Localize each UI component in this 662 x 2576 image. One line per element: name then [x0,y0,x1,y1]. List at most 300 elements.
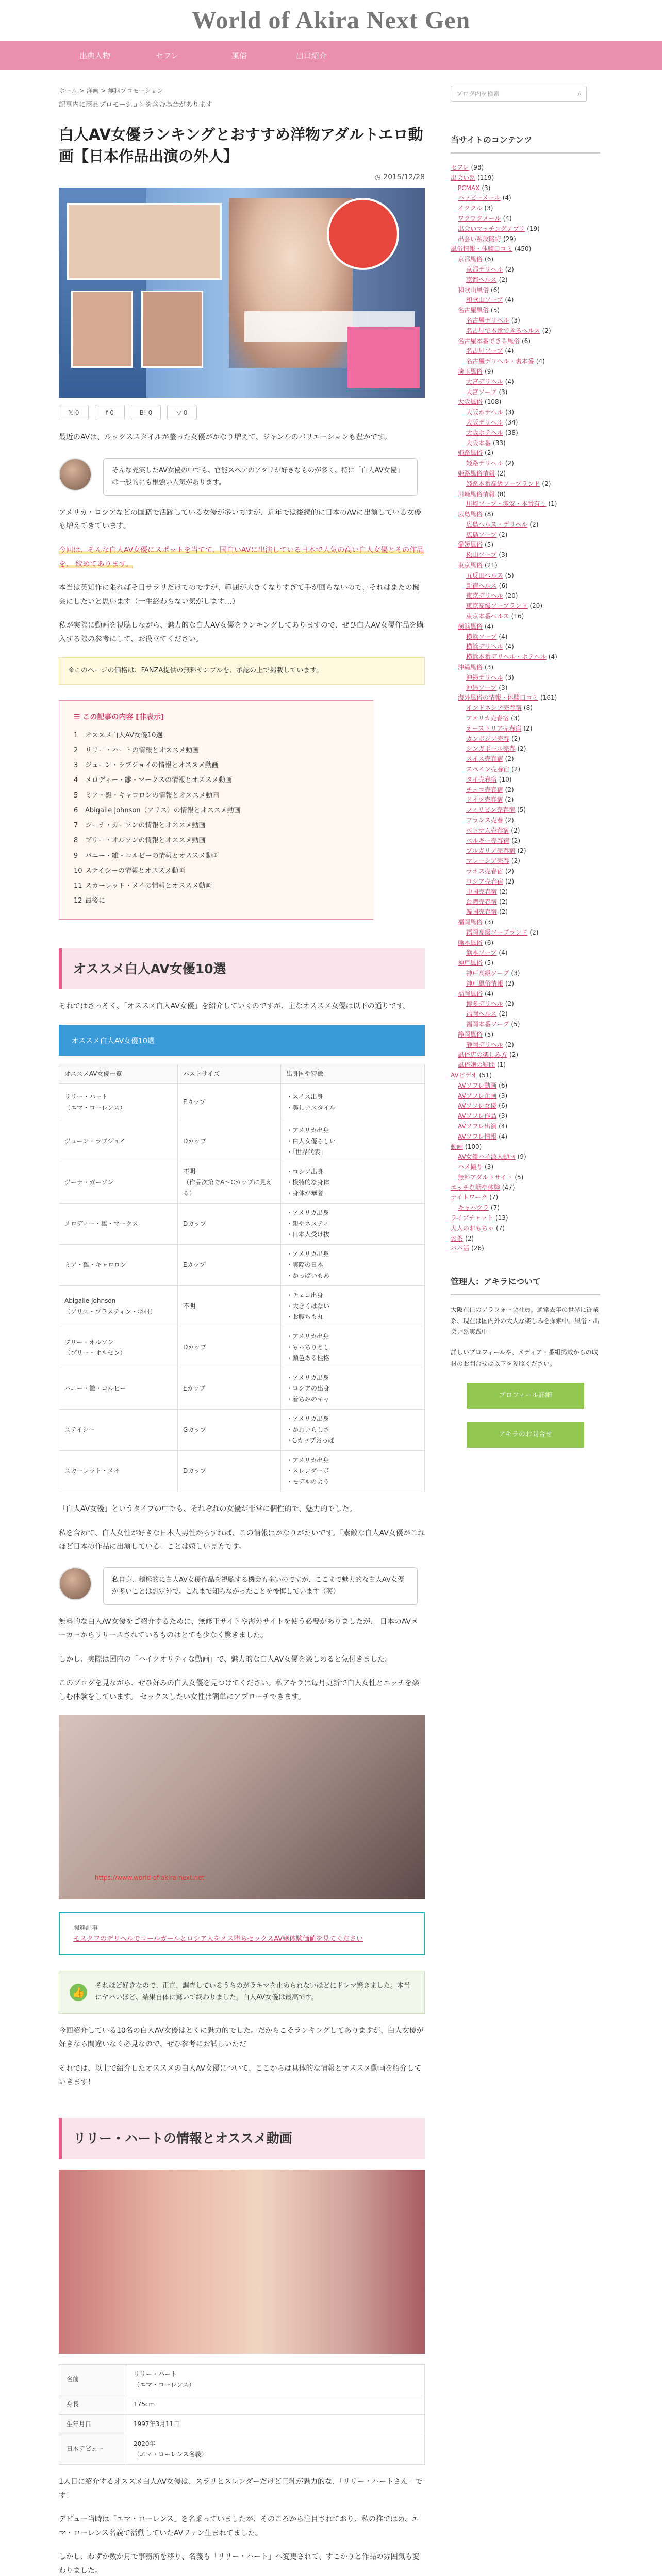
table-row [59,1245,425,1286]
profile-key: 名前 [59,2364,126,2395]
category-item [451,744,600,754]
toc-item[interactable]: 4 メロディー・雛・マークスの情報とオススメ動画 [74,773,358,788]
table-cell[interactable]: ミア・雛・キャロロン [59,1245,178,1286]
category-item [451,550,600,561]
category-link[interactable]: 台湾売春宿 [466,898,498,906]
table-row [59,1084,425,1121]
category-link[interactable]: 京都風俗 [458,256,483,263]
category-link[interactable]: 中国売春宿 [466,888,498,895]
category-link[interactable]: 風俗嬢の疑問 [458,1061,495,1069]
nav-item-4[interactable]: 出口紹介 [295,51,327,60]
category-link[interactable]: 大阪本番 [466,439,491,447]
category-count: (2) [505,877,515,885]
category-link[interactable]: 風俗店の楽しみ方 [458,1051,508,1059]
category-item [451,1030,600,1040]
category-link[interactable]: 京都ヘルス [466,276,497,283]
category-count: (2) [505,1041,514,1048]
related-article-link[interactable]: モスクワのデリヘルでコールガールとロシア人をメス堕ちセックスAV嬢体験価値を見てください [73,1935,363,1943]
category-count: (5) [485,541,494,549]
category-item [451,1152,600,1162]
category-item [451,438,600,449]
category-link[interactable]: 埼玉風俗 [458,367,483,375]
table-cell[interactable]: リリー・ハート （エマ・ローレンス） [59,1084,178,1121]
admin-text: 詳しいプロフィールや、メディア・番組掲載からの取材のお問合せは以下を参照ください。 [451,1349,598,1367]
category-count: (7) [489,1194,499,1201]
table-cell: ・アメリカ出身 ・白人女優らしい ・「世界代表」 [281,1121,425,1162]
category-item [451,306,600,316]
category-item [451,1244,600,1254]
table-header: バストサイズ [178,1064,281,1084]
table-cell[interactable]: バニー・雛・コルビー [59,1368,178,1410]
balloon-text: 私自身、積極的に白人AV女優作品を視聴する機会も多いのですが、ここまで魅力的な白人AV女優が多いことは想定外で、これまで知らなかったことを後悔しています（笑） [103,1567,418,1605]
category-count: (5) [511,1020,520,1028]
profile-value: 1997年3月11日 [126,2414,425,2434]
category-count: (3) [505,673,514,681]
category-link[interactable]: ナイトワーク [451,1194,488,1201]
category-item [451,673,600,683]
category-link[interactable]: 名古屋で本番できるヘルス [466,327,540,334]
category-count: (3) [505,409,515,416]
category-link[interactable]: 川崎風俗情報 [458,490,495,498]
category-link[interactable]: フィリピン売春宿 [466,806,516,814]
category-link[interactable]: AVビデオ [451,1071,477,1079]
category-link[interactable]: 沖縄デリヘル [466,673,503,681]
table-cell[interactable]: メロディー・雛・マークス [59,1204,178,1245]
table-cell: ・アメリカ出身 ・かわいらしさ ・Gカップおっぱ [281,1410,425,1451]
category-link[interactable]: ワクワクメール [458,214,501,222]
category-item [451,877,600,887]
toc-item[interactable]: 7 ジーナ・ガーソンの情報とオススメ動画 [74,818,358,833]
category-link[interactable]: ラオス売春宿 [466,867,503,875]
category-count: (21) [485,562,498,569]
category-link[interactable]: ロシア売春宿 [466,877,504,885]
balloon-text: そんな充実したAV女優の中でも、官能スペアのアタリが好きなものが多く、特に「白人AV女優」は一般的にも根強い人気があります。 [103,458,418,496]
intro-paragraph: 最近のAVは、ルックススタイルが整った女優がかなり増えて、ジャンルのバリエーションも豊かです。 [59,433,391,442]
toc-number: 1 [74,731,78,739]
category-count: (9) [485,367,494,375]
category-link[interactable]: 風俗情報・体験口コミ [451,245,513,253]
category-link[interactable]: AV女優ハイ波人動画 [458,1153,516,1161]
table-row [59,2364,425,2395]
category-link[interactable]: マレーシア売春 [466,857,509,865]
category-item [451,1040,600,1050]
actress-image [59,2170,425,2354]
toc-item[interactable]: 12 最後に [74,893,358,908]
category-link[interactable]: 出会いマッチングアプリ [458,225,525,232]
toc-item[interactable]: 6 Abigaile Johnson（アリス）の情報とオススメ動画 [74,803,358,818]
category-count: (2) [529,520,539,528]
nav-item-3[interactable]: 風俗 [231,51,247,60]
category-count: (98) [471,164,484,171]
toc-number: 4 [74,776,78,785]
category-count: (4) [499,1132,508,1140]
pr-note: 記事内に商品プロモーションを含む場合があります [59,101,212,109]
category-link[interactable]: イククル [458,205,483,212]
category-count: (2) [497,469,506,477]
list-icon: ☰ [74,713,83,722]
category-item [451,285,600,296]
category-link[interactable]: 韓国売春宿 [466,908,498,916]
category-link[interactable]: タイ売春宿 [466,775,497,783]
category-link[interactable]: 大阪風俗 [458,398,483,406]
search-input[interactable]: ブログ内を検索 ⌕ [451,86,587,102]
toc-number: 7 [74,822,78,830]
category-item [451,969,600,979]
paragraph: しかし、わずか数か月で事務所を移り、名義も「リリー・ハート」へ変更されて、すこかりと作品の雰囲気も変わりました。 [59,2553,420,2575]
category-count: (108) [485,398,502,406]
category-item [451,581,600,591]
x-icon: 𝕏 [68,409,75,417]
category-item [451,377,600,387]
category-link[interactable]: 名古屋ソープ [466,347,503,355]
category-link[interactable]: 熊本ソープ [466,949,497,957]
category-item [451,561,600,571]
category-count: (7) [491,1204,500,1212]
search-icon[interactable]: ⌕ [577,90,581,97]
category-item [451,754,600,765]
category-count: (8) [497,490,506,498]
category-link[interactable]: AVソフレ出演 [458,1122,497,1130]
category-link[interactable]: 静岡デリヘル [466,1041,503,1048]
category-link[interactable]: 五反田ヘルス [466,571,503,579]
sidebar-heading: 当サイトのコンテンツ [451,133,600,154]
category-link[interactable]: 新宿ヘルス [466,582,497,589]
category-item [451,357,600,367]
category-link[interactable]: 川崎ソープ・激安・本番有り [466,500,547,508]
category-item [451,642,600,652]
category-count: (2) [499,531,508,538]
toc-number: 10 [74,867,82,875]
category-count: (2) [505,786,514,793]
category-link[interactable]: インドネシア売春宿 [466,704,522,712]
category-link[interactable]: 姫路風俗情報 [458,469,495,477]
category-count: (20) [529,602,543,610]
category-count: (6) [499,1081,508,1089]
table-cell[interactable]: Abigaile Johnson （アリス・ブラスティン・羽村） [59,1286,178,1327]
category-item [451,683,600,693]
table-cell: ・スイス出身 ・美しいスタイル [281,1084,425,1121]
toc-item[interactable]: 11 スカーレット・メイの情報とオススメ動画 [74,878,358,893]
sidebar-heading: 管理人：アキラについて [451,1275,600,1295]
table-row [59,2395,425,2414]
nav-item-2[interactable]: セフレ [155,51,179,60]
category-link[interactable]: 横浜風俗 [458,622,483,630]
category-item [451,489,600,500]
share-hatena-button[interactable]: B! 0 [131,405,161,420]
category-link[interactable]: 福岡ヘルス [466,1010,497,1018]
paragraph: 私を含めて、白人女性が好きな日本人男性からすれば、この情報はかなりがたいです。「素敵な白人AV女優がこれほど日本の作品に出演している」ことは嬉しい見方です。 [59,1529,425,1551]
table-cell[interactable]: ジューン・ラブジョイ [59,1121,178,1162]
category-link[interactable]: 博多デリヘル [466,1000,503,1008]
table-of-contents [59,700,373,920]
toc-item[interactable]: 3 ジューン・ラブジョイの情報とオススメ動画 [74,758,358,773]
category-count: (5) [505,571,514,579]
category-link[interactable]: 名古屋デリヘル [466,316,509,324]
category-count: (450) [515,245,532,253]
category-link[interactable]: スペイン売春宿 [466,766,510,773]
toc-number: 3 [74,761,78,770]
table-cell: Eカップ [178,1368,281,1410]
category-link[interactable]: 東京本番ヘルス [466,613,509,620]
category-item [451,234,600,245]
paragraph: それでは、以上で紹介したオススメの白人AV女優について、ここからは具体的な情報とオススメ動画を紹介していきます！ [59,2064,422,2087]
category-link[interactable]: 東京高級ソープランド [466,602,528,610]
category-count: (29) [503,235,516,243]
facebook-icon: f [106,409,110,417]
toc-item[interactable]: 10 ステイシーの情報とオススメ動画 [74,863,358,878]
category-item [451,1203,600,1213]
category-count: (2) [499,1010,508,1018]
category-item [451,1213,600,1224]
profile-key: 生年月日 [59,2414,126,2434]
breadcrumb[interactable]: ホーム > 洋画 > 無料プロモーション [59,87,163,94]
toc-number: 9 [74,852,78,860]
category-count: (2) [505,867,514,875]
category-count: (2) [505,460,514,467]
category-link[interactable]: 無料アダルトサイト [458,1173,513,1181]
category-item [451,204,600,214]
category-count: (4) [505,643,514,651]
category-link[interactable]: 姫路本番高級ソープランド [466,480,540,487]
category-link[interactable]: 沖縄ソープ [466,684,497,691]
category-link[interactable]: 熊本風俗 [458,939,483,946]
speech-balloon [59,1567,425,1605]
category-item [451,856,600,867]
category-link[interactable]: 横浜ソープ [466,633,497,640]
category-item [451,714,600,724]
category-link[interactable]: 姫路デリヘル [466,460,503,467]
related-label: 関連記事 [73,1924,98,1931]
category-link[interactable]: 出会い系 [451,174,476,181]
category-item [451,1091,600,1101]
category-link[interactable]: シンガポール売春 [466,745,516,753]
category-count: (3) [511,969,520,977]
category-item [451,1122,600,1132]
category-count: (3) [484,205,493,212]
check-box [59,1971,425,2014]
category-count: (2) [505,817,514,824]
category-item [451,1142,600,1153]
category-link[interactable]: PCMAX [458,184,480,192]
site-title[interactable]: World of Akira Next Gen [191,7,471,34]
contact-button[interactable]: アキラのお問合せ [467,1422,584,1448]
category-count: (5) [485,1030,494,1038]
toc-number: 8 [74,837,78,845]
category-link[interactable]: 大宮デリヘル [466,378,503,385]
category-item [451,448,600,459]
category-link[interactable]: 東京風俗 [458,562,483,569]
category-count: (2) [505,265,514,273]
category-link[interactable]: 福岡風俗 [458,918,483,926]
avatar [59,458,92,491]
admin-text: 大阪在住のアラフォー会社員。通常去年の世界に従業系、現在は国内外の大人な楽しみを探索中。風俗・出会い系実践中 [451,1306,600,1336]
category-link[interactable]: セフレ [451,164,469,171]
category-link[interactable]: 神戸風俗 [458,959,483,967]
category-link[interactable]: カンボジア売春 [466,735,510,742]
category-link[interactable]: 神戸風俗情報 [466,979,504,987]
category-link[interactable]: ベルギー売春宿 [466,837,510,844]
category-link[interactable]: ライブチャット [451,1214,493,1222]
category-link[interactable]: AVソフレ企画 [458,1092,497,1099]
category-link[interactable]: 沖縄風俗 [458,664,483,671]
category-link[interactable]: 大阪ホテヘル [466,429,504,436]
post-date-value: 2015/12/28 [383,173,425,181]
marker-text[interactable]: 今回は、そんな白人AV女優にスポットを当てて、国白いAVに出演している日本で人気の高い白人女優とその作品を、 絞めてあります。 [59,546,424,568]
table-cell[interactable]: ジーナ・ガーソン [59,1162,178,1204]
share-facebook-button[interactable]: f 0 [95,405,125,420]
category-item [451,1101,600,1111]
category-link[interactable]: チェコ売春宿 [466,786,503,793]
category-link[interactable]: 福岡本番ソープ [466,1020,509,1028]
category-link[interactable]: AVソフレ動画 [458,1081,497,1089]
profile-table [59,2364,425,2465]
hatena-icon: B! [139,409,148,417]
category-link[interactable]: 広島風俗 [458,511,483,518]
category-item [451,1071,600,1081]
category-link[interactable]: 神戸高級ソープ [466,969,509,977]
category-link[interactable]: 静岡風俗 [458,1030,483,1038]
category-link[interactable]: 出会い系攻略術 [458,235,502,243]
table-cell[interactable]: ブリー・オルソン （ブリー・オルゼン） [59,1327,178,1368]
category-item [451,703,600,714]
category-link[interactable]: ハメ撮り [458,1163,483,1171]
category-link[interactable]: 大阪ホテヘル [466,409,504,416]
category-link[interactable]: アメリカ売春宿 [466,715,509,722]
share-x-button[interactable]: 𝕏 0 [59,405,89,420]
category-link[interactable]: フランス売春 [466,817,503,824]
category-item [451,805,600,816]
category-item [451,958,600,969]
category-count: (6) [522,337,531,345]
table-header: 出身国や特徴 [281,1064,425,1084]
category-link[interactable]: 大宮ソープ [466,388,497,396]
category-list [451,163,600,1254]
category-count: (9) [517,1153,526,1161]
profile-value: 175cm [126,2395,425,2414]
toc-item[interactable]: 9 バニー・雛・コルビーの情報とオススメ動画 [74,849,358,863]
category-link[interactable]: AVソフレ女優 [458,1102,497,1110]
table-cell[interactable]: スカーレット・メイ [59,1451,178,1492]
category-link[interactable]: 福岡風俗 [458,990,483,997]
category-item [451,836,600,846]
profile-key: 日本デビュー [59,2434,126,2464]
category-count: (2) [517,847,526,855]
toc-item[interactable]: 8 ブリー・オルソンの情報とオススメ動画 [74,833,358,848]
category-link[interactable]: AVソフレ作品 [458,1112,497,1120]
category-link[interactable]: ベトナム売春宿 [466,826,509,834]
category-count: (2) [542,327,551,334]
table-cell: Dカップ [178,1121,281,1162]
table-row [59,1162,425,1204]
category-link[interactable]: 和歌山風俗 [458,286,489,294]
table-cell: Dカップ [178,1327,281,1368]
category-link[interactable]: 姫路風俗 [458,449,483,457]
thumbs-up-icon: 👍 [70,1984,87,2001]
category-link[interactable]: 東京デリヘル [466,592,503,600]
category-link[interactable]: 横浜デリヘル [466,643,503,651]
toc-item[interactable]: 2 リリー・ハートの情報とオススメ動画 [74,743,358,758]
profile-button[interactable]: プロフィール詳細 [467,1383,584,1409]
category-count: (26) [471,1245,484,1252]
toc-item[interactable]: 5 ミア・雛・キャロロンの情報とオススメ動画 [74,788,358,803]
share-pocket-button[interactable]: ▽ 0 [167,405,197,420]
category-link[interactable]: オーストリア売春宿 [466,724,522,732]
category-link[interactable]: 京都デリヘル [466,265,503,273]
category-count: (3) [511,316,520,324]
category-count: (1) [497,1061,506,1069]
toc-title[interactable]: ☰ この記事の内容 [非表示] [74,713,164,722]
category-link[interactable]: スイス売春宿 [466,755,503,763]
category-link[interactable]: ブルガリア売春宿 [466,847,516,855]
category-item [451,1050,600,1060]
category-count: (5) [485,959,494,967]
nav-item-1[interactable]: 出典人物 [79,51,110,60]
table-cell: ・ロシア出身 ・模特的な身体 ・身体が華奢 [281,1162,425,1204]
toc-number: 6 [74,806,78,815]
category-item [451,326,600,336]
category-count: (161) [540,694,557,702]
table-row [59,1451,425,1492]
category-count: (119) [477,174,494,181]
category-item [451,1193,600,1203]
category-link[interactable]: 横浜本番デリヘル・ホテヘル [466,653,547,661]
category-link[interactable]: 大人のおもちゃ [451,1224,494,1232]
table-cell: 不明 （作品次第でA〜Cカップに見える） [178,1162,281,1204]
category-count: (4) [548,653,557,661]
category-link[interactable]: 名古屋デリヘル・裏本番 [466,358,534,365]
category-link[interactable]: AVソフレ情報 [458,1132,497,1140]
category-link[interactable]: お茶 [451,1234,464,1242]
share-buttons [59,405,425,420]
category-link[interactable]: 広島ソープ [466,531,497,538]
table-cell[interactable]: ステイシー [59,1410,178,1451]
ranking-banner: オススメ白人AV女優10選 [59,1025,425,1056]
category-link[interactable]: 松山ソープ [466,551,497,559]
category-link[interactable]: エッチな話や体験 [451,1183,500,1191]
category-link[interactable]: 広島ヘルス・デリヘル [466,520,528,528]
category-link[interactable]: ドイツ売春宿 [466,796,503,804]
category-link[interactable]: キャバクラ [458,1204,489,1212]
category-count: (5) [517,806,526,814]
category-link[interactable]: 大阪デリヘル [466,418,503,426]
category-link[interactable]: 動画 [451,1143,464,1150]
toc-number: 12 [74,897,82,905]
category-count: (3) [482,184,491,192]
profile-value: 2020年 （エマ・ローレンス名義） [126,2434,425,2464]
table-cell: ・アメリカ出身 ・もっちりとし ・顔色ある性格 [281,1327,425,1368]
category-link[interactable]: 福岡高級ソープランド [466,928,528,936]
category-item [451,948,600,958]
category-link[interactable]: 名古屋風俗 [458,307,489,314]
photo-watermark: https://www.world-of-akira-next.net [95,1874,205,1882]
toc-item[interactable]: 1 オススメ白人AV女優10選 [74,728,358,743]
category-count: (4) [505,296,514,304]
category-link[interactable]: 名古屋本番できる風俗 [458,337,520,345]
category-count: (6) [485,939,494,946]
category-item [451,336,600,347]
category-link[interactable]: パパ活 [451,1245,470,1252]
category-link[interactable]: 和歌山ソープ [466,296,503,304]
category-item [451,724,600,734]
category-link[interactable]: 海外風俗の情報・体験口コミ [458,694,539,702]
category-item [451,183,600,194]
category-item [451,826,600,836]
category-link[interactable]: 愛媛風俗 [458,541,483,549]
category-count: (4) [505,378,514,385]
category-item [451,785,600,795]
category-item [451,397,600,408]
category-link[interactable]: ハッピーメール [458,194,501,202]
